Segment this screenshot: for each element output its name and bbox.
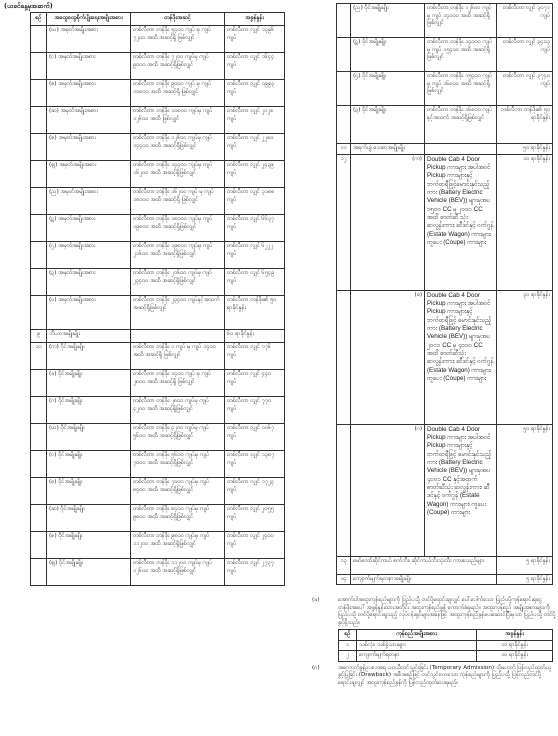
- row-type: (င) အမှတ်အမျိုးအစား: [47, 53, 131, 80]
- row-goods: သစ်လုံး၊ သစ်ခွဲသားများ: [357, 640, 477, 651]
- export-goods-table: [338, 629, 553, 662]
- row-type: (က) ဝိုင်အမျိုးမျိုး: [47, 343, 131, 370]
- table-row: [31, 532, 285, 559]
- table-row: [339, 640, 553, 651]
- left-tax-table: [30, 12, 285, 586]
- table-row: [337, 574, 553, 585]
- right-tax-table: [336, 3, 553, 585]
- notes-section: [312, 597, 556, 689]
- header-value: တန်ဖိုးအဆင့်: [131, 13, 225, 26]
- row-no: [337, 72, 351, 106]
- table-row: [337, 106, 553, 144]
- row-value: တစ်လီတာ တန်ဖိုး ၄၂၀၀ ကျပ်မှ ကျပ် ၅၆၀၀ အထိ အဆင့်ရှိဖြစ်လျှင်: [131, 424, 225, 451]
- row-value: တစ်လီတာ တန်ဖိုး ၁၄၀၀ ကျပ် မှ ကျပ် ၂၈၀၀ အထိ အဆင့်ရှိ ဖြစ်လျှင်: [131, 370, 225, 397]
- row-rate: တစ်လီတာ လျှင် ၂၄၀၀ ကျပ်: [225, 532, 285, 559]
- row-rate: တစ်လီတာ လျှင် ၆၆၃၇ ကျပ်: [225, 215, 285, 242]
- row-value: တစ်လီတာ တန်ဖိုး ၁၂၆၀၀ ကျပ်မှ ကျပ် ၁၄၄၀၀ အထိ အဆင့်ရှိဖြစ်လျှင်: [131, 134, 225, 161]
- row-type: (ဂ) ဝိုင်အမျိုးမျိုး: [47, 397, 131, 424]
- row-type: (ည) အမှတ်အမျိုးအစား: [47, 188, 131, 215]
- row-value: တစ်လီတာ တန်ဖိုး ၉၀၀၀ ကျပ် မှ ကျပ် ၁၀၈၀၀ အထိ အဆင့်ရှိ ဖြစ်လျှင်: [131, 80, 225, 107]
- row-no: [31, 188, 47, 215]
- row-type: (ဍ) အမှတ်အမျိုးအစား: [47, 269, 131, 296]
- row-rate: တစ်လီတာ လျှင် ၁၇၆ ကျပ်: [225, 343, 285, 370]
- row-value: တစ်လီတာ တန်ဖိုး ၁၆၈၀၀ ကျပ်နှင့်အထက် အဆင့်ရှိဖြစ်လျှင်: [425, 106, 497, 144]
- table-row: [31, 269, 285, 296]
- row-rate: ၁၀ ရာခိုင်နှုန်း: [477, 651, 553, 662]
- row-type: (ဃ) ဝိုင်အမျိုးမျိုး: [47, 424, 131, 451]
- row-type: (င) ဝိုင်အမျိုးမျိုး: [47, 451, 131, 478]
- row-no: [31, 107, 47, 134]
- row-value: တစ်လီတာ တန်ဖိုး ၅၄၀၀ ကျပ် မှ ကျပ် ၇၂၀၀ အထိ အဆင့်ရှိ ဖြစ်လျှင်: [131, 26, 225, 53]
- vehicle-description: Double Cab 4 Door Pickup ကားများ အပါအဝင် Pickup ကားများနှင့် ဘက်ထရီဖြင့်မောင်းနှင်သည့် ကား (Battery Electric Vehicle (BEV)) များမှအပ ၁၅၀၀ CC မှ ၂၀၀၀ CC အထိ ဓာတ်ဆီ သုံး ဆလွန်းကား၊ ဆီဒင်နှင့် ဝက်ဂွန် (Estate Wagon) ကားများ၊ ကူပေး (Coupe) ကားများ: [425, 154, 497, 290]
- row-value: တစ်လီတာ တန်ဖိုး ၁၉၈၀၀ ကျပ်မှ ကျပ် ၂၁၆၀၀ အထိ အဆင့်ရှိဖြစ်လျှင်: [131, 242, 225, 269]
- row-no: [31, 296, 47, 330]
- row-type: (ဋ) အမှတ်အမျိုးအစား: [47, 215, 131, 242]
- vehicle-description: Double Cab 4 Door Pickup ကားများ အပါအဝင် Pickup ကားများနှင့် ဘက်ထရီဖြင့် မောင်းနှင်သည့်ကား (Battery Electric Vehicle (BEV)) များမှအပ ၂၀၀၁ CC မှ ၄၀၀၀ CC အထိ ဓာတ်ဆီသုံး ဆလွန်းကား၊ ဆီဒင်နှင့် ဝက်ဂွန် (Estate Wagon) ကားများ၊ ကူပေး (Coupe) ကားများ: [425, 290, 497, 424]
- row-no: ၁၄: [337, 574, 351, 585]
- table-row: [31, 134, 285, 161]
- row-rate: တစ်လီတာ လျှင် ၂၇၃၇ ကျပ်: [225, 559, 285, 586]
- row-value: [131, 330, 225, 343]
- row-no: [31, 370, 47, 397]
- vehicle-row: [337, 424, 553, 556]
- row-type: (စ) အမှတ်အမျိုးအစား: [47, 80, 131, 107]
- row-no: ၉: [31, 330, 47, 343]
- row-type: ကျောက်မျက်ရတနာအမျိုးမျိုး: [351, 574, 497, 585]
- row-rate: တစ်လီတာ လျှင် ၁၉၉၃ ကျပ်: [225, 80, 285, 107]
- header-rate: အခွန်နှုန်း: [225, 13, 285, 26]
- row-type: အရက်ပျံ၊ သေစာအမျိုးမျိုး: [351, 144, 425, 155]
- table-row: [337, 38, 553, 72]
- row-no: [31, 397, 47, 424]
- table-row: [31, 188, 285, 215]
- vehicle-row: [337, 154, 553, 290]
- row-type: (ဈ) အမှတ်အမျိုးအစား: [47, 161, 131, 188]
- table-row: [31, 559, 285, 586]
- row-no: ၁၁: [337, 144, 351, 155]
- row-rate: တစ်လီတာ တန်ဖိုး၏ ၅၀ ရာခိုင်နှုန်း: [497, 106, 553, 144]
- row-rate: တစ်လီတာ လျှင် ၂၀၂၈ ကျပ်: [225, 107, 285, 134]
- table-row: [31, 397, 285, 424]
- row-value: တစ်လီတာ တန်ဖိုး ၁၈၀၀၀ ကျပ်မှ ကျပ် ၁၉၈၀၀ အထိ အဆင့်ရှိဖြစ်လျှင်: [131, 215, 225, 242]
- row-no: [31, 424, 47, 451]
- row-type: (စ) ဝိုင်အမျိုးမျိုး: [47, 478, 131, 505]
- row-rate: တစ်လီတာ လျှင် ၂၄၃၉ ကျပ်: [225, 161, 285, 188]
- row-type: မော်တော်ဆိုင်ကယ် စက်ဘီး၊ ဆိုင်ကယ်ဘီးသုံးဘီး ကားစသည်များ: [351, 556, 497, 574]
- row-rate: ၃၀ ရာခိုင်နှုန်း: [497, 290, 553, 424]
- row-rate: ၅၀ ရာခိုင်နှုန်း: [497, 424, 553, 556]
- row-no: [31, 451, 47, 478]
- row-rate: ၅ ရာခိုင်နှုန်း: [497, 556, 553, 574]
- row-value: တစ်လီတာ တန်ဖိုး ၁၄၀၀၀ ကျပ်မှ ကျပ် ၁၅၄၀၀ အထိ အဆင့်ရှိဖြစ်လျှင်: [425, 38, 497, 72]
- row-rate: ၅၀ ရာခိုင်နှုန်း: [497, 144, 553, 155]
- row-type: (ခ) ဝိုင်အမျိုးမျိုး: [47, 370, 131, 397]
- table-row: [337, 4, 553, 38]
- row-no: ၁: [339, 640, 357, 651]
- row-value: တစ်လီတာ တန်ဖိုး ၉၈၀၀ ကျပ်မှ ကျပ် ၁၁၂၀၀ အထိ အဆင့်ရှိဖြစ်လျှင်: [131, 532, 225, 559]
- row-no: ၁၃: [337, 556, 351, 574]
- row-no: [31, 26, 47, 53]
- table-row: [31, 343, 285, 370]
- row-type: (ဌ) ဝိုင်အမျိုးမျိုး: [351, 72, 425, 106]
- row-rate: ၆၀ ရာခိုင်နှုန်း: [225, 330, 285, 343]
- row-value: တစ်လီတာ တန်ဖိုး ၁၅၄၀၀ ကျပ်မှ ကျပ် ၁၆၈၀၀ အထိ အဆင့်ရှိဖြစ်လျှင်: [425, 72, 497, 106]
- table-row: [31, 215, 285, 242]
- row-value: တစ်လီတာ တန်ဖိုး ၂၃၄၀၀ ကျပ်နှင့်အထက် အဆင့်ရှိဖြစ်လျှင်: [131, 296, 225, 330]
- table-row: [31, 296, 285, 330]
- row-value: တစ်လီတာ တန်ဖိုး ၁ ကျပ် မှ ကျပ် ၁၄၀၀ အထိ အဆင့်ရှိ ဖြစ်လျှင်: [131, 343, 225, 370]
- row-no: ၁၂: [337, 154, 351, 290]
- note-export: [312, 597, 556, 627]
- row-rate: တစ်လီတာ လျှင် ၂၀၅၅ ကျပ်: [225, 505, 285, 532]
- row-rate: တစ်လီတာ လျှင် ၁၇၂၃ ကျပ်: [225, 478, 285, 505]
- row-type: (ဆ) ဝိုင်အမျိုးမျိုး: [47, 505, 131, 532]
- row-no: [31, 242, 47, 269]
- row-no: ၂: [339, 651, 357, 662]
- row-value: တစ်လီတာ တန်ဖိုး ၂၈၀၀ ကျပ်မှ ကျပ် ၄၂၀၀ အထိ အဆင့်ရှိဖြစ်လျှင်: [131, 397, 225, 424]
- table-row: [31, 242, 285, 269]
- note-text: အကောက်ခွန်ဥပဒေအရ ယာယီတင်သွင်းခြင်း (Temporary Admission) သို့မဟုတ် ပြန်လည်ထုတ်ယူခွင့်ပြုခြင်း (Drawback) အစီအစဉ်ဖြင့် တင်သွင်းလာသော ကုန်စည်များကို ပြည်ပသို့ ပြန်လည်တင်ပို့ရောင်းချလျှင် အထူးကုန်စည်ခွန်ကို ပြန်လည်ထုတ်ပေးရမည်။: [338, 664, 552, 686]
- row-rate: တစ်လီတာ လျှင် ၆၂၂၂ ကျပ်: [225, 242, 285, 269]
- row-rate: တစ်လီတာ လျှင် ၄၄၀ ကျပ်: [225, 370, 285, 397]
- row-no: [31, 161, 47, 188]
- row-type: (ဇ) ဝိုင်အမျိုးမျိုး: [47, 532, 131, 559]
- row-value: တစ်လီတာ တန်ဖိုး ၂၁၆၀၀ ကျပ်မှ ကျပ် ၂၃၄၀၀ အထိ အဆင့်ရှိဖြစ်လျှင်: [131, 269, 225, 296]
- row-type: (ဆ) အမှတ်အမျိုးအစား: [47, 107, 131, 134]
- row-rate: တစ်လီတာ လျှင် ၃၁၈၈ ကျပ်: [225, 188, 285, 215]
- row-no: [31, 532, 47, 559]
- row-rate: တစ်လီတာ လျှင် ၂၂၈၀ ကျပ်: [225, 134, 285, 161]
- table-row: [337, 556, 553, 574]
- row-type: (ဃ) အမှတ်အမျိုးအစား: [47, 26, 131, 53]
- note-label: (ခ): [312, 597, 320, 603]
- table-row: [31, 505, 285, 532]
- table-header-row: [31, 13, 285, 26]
- row-value: [425, 144, 497, 155]
- vehicle-description: Double Cab 4 Door Pickup ကားများ အပါအဝင် Pickup ကားများနှင့် ဘက်ထရီဖြင့် မောင်းနှင်သည့်ကား (Battery Electric Vehicle (BEV)) များမှအပ ၄၀၀၁ CC နှင့်အထက် ဓာတ်ဆီသုံး ဆလွန်းကား၊ ဆီဒင်နှင့် ဝက်ဂွန် (Estate Wagon) ကားများ၊ ကူပေး (Coupe) ကားများ: [425, 424, 497, 556]
- row-type: ဘီယာအမျိုးမျိုး: [47, 330, 131, 343]
- vehicle-label: (က): [351, 154, 425, 290]
- header-no: စဉ်: [339, 630, 357, 641]
- row-no: [337, 106, 351, 144]
- vehicle-row: [337, 290, 553, 424]
- row-rate: တစ်လီတာ လျှင် ၃၀၇၁ ကျပ်: [497, 4, 553, 38]
- row-rate: တစ်လီတာ တန်ဖိုး၏ ၅၀ ရာခိုင်နှုန်း: [225, 296, 285, 330]
- row-rate: တစ်လီတာ လျှင် ၃၄၀၃ ကျပ်: [497, 38, 553, 72]
- table-row: [31, 370, 285, 397]
- header-goods: ကုန်စည်အမျိုးအစား: [357, 630, 477, 641]
- row-type: (ဋ) ဝိုင်အမျိုးမျိုး: [351, 38, 425, 72]
- left-table-body: [31, 26, 285, 586]
- row-rate: ၁၀ ရာခိုင်နှုန်း: [477, 640, 553, 651]
- table-row: [31, 451, 285, 478]
- row-value: တစ်လီတာ တန်ဖိုး ၁၀၈၀၀ ကျပ်မှ ကျပ် ၁၂၆၀၀ အထိ ဖြစ်လျှင်: [131, 107, 225, 134]
- row-value: တစ်လီတာ တန်ဖိုး ၇၀၀၀ ကျပ်မှ ကျပ် ၈၄၀၀ အထိ အဆင့်ရှိဖြစ်လျှင်: [131, 478, 225, 505]
- table-row: [31, 330, 285, 343]
- row-rate: တစ်လီတာ လျှင် ၁၃၈၇ ကျပ်: [225, 451, 285, 478]
- row-no: [31, 215, 47, 242]
- note-temporary-admission: [312, 665, 556, 688]
- row-no: [31, 80, 47, 107]
- row-rate: တစ်လီတာ လျှင် ၃၇၄၀ ကျပ်: [497, 72, 553, 106]
- row-value: တစ်လီတာ တန်ဖိုး ၁၆၂၀၀ ကျပ် မှ ကျပ် ၁၈၀၀၀ အထိ အဆင့်ရှိ ဖြစ်လျှင်: [131, 188, 225, 215]
- table-row: [31, 80, 285, 107]
- row-no: ၁၀: [31, 343, 47, 370]
- row-no: [31, 478, 47, 505]
- table-row: [31, 161, 285, 188]
- table-row: [337, 144, 553, 155]
- row-no: [31, 269, 47, 296]
- table-header-row: [339, 630, 553, 641]
- row-no: [337, 424, 351, 556]
- row-no: [31, 505, 47, 532]
- row-value: တစ်လီတာ တန်ဖိုး ၈၄၀၀ ကျပ်မှ ကျပ် ၉၈၀၀ အထိ အဆင့်ရှိဖြစ်လျှင်: [131, 505, 225, 532]
- row-type: (ဍ) ဝိုင်အမျိုးမျိုး: [351, 106, 425, 144]
- row-rate: ၅ ရာခိုင်နှုန်း: [497, 574, 553, 585]
- row-rate: တစ်လီတာ လျှင် ၆၅၄၉ ကျပ်: [225, 269, 285, 296]
- vehicle-label: (ခ): [351, 290, 425, 424]
- header-no: စဉ်: [31, 13, 47, 26]
- row-goods: ကျောက်မျက်ရတနာ: [357, 651, 477, 662]
- row-no: [31, 559, 47, 586]
- row-value: တစ်လီတာ တန်ဖိုး ၁၄၄၀၀ ကျပ်မှ ကျပ် ၁၆၂၀၀ အထိ အဆင့်ရှိဖြစ်လျှင်: [131, 161, 225, 188]
- row-value: တစ်လီတာ တန်ဖိုး ၁၁၂၀၀ ကျပ်မှ ကျပ် ၁၂၆၀၀ အထိ အဆင့်ရှိဖြစ်လျှင်: [131, 559, 225, 586]
- table-row: [31, 26, 285, 53]
- row-rate: တစ်လီတာ လျှင် ၁၃၉၆ ကျပ်: [225, 26, 285, 53]
- row-type: (ဎ) အမှတ်အမျိုးအစား: [47, 296, 131, 330]
- row-rate: တစ်လီတာ လျှင် ၇၇၀ ကျပ်: [225, 397, 285, 424]
- row-value: တစ်လီတာ တန်ဖိုး ၇၂၀၀ ကျပ်မှ ကျပ် ၉၀၀၀ အထိ အဆင့်ရှိဖြစ်လျှင်: [131, 53, 225, 80]
- row-rate: တစ်လီတာ လျှင် ၁၀၆၇ ကျပ်: [225, 424, 285, 451]
- row-no: [31, 53, 47, 80]
- table-row: [339, 651, 553, 662]
- row-value: တစ်လီတာ တန်ဖိုး ၅၆၀၀ ကျပ်မှ ကျပ် ၇၀၀၀ အထိ အဆင့်ရှိဖြစ်လျှင်: [131, 451, 225, 478]
- row-no: [337, 38, 351, 72]
- vehicle-label: (ဂ): [351, 424, 425, 556]
- row-value: တစ်လီတာ တန်ဖိုး ၁၂၆၀၀ ကျပ်မှ ကျပ် ၁၄၀၀၀ အထိ အဆင့်ရှိဖြစ်လျှင်: [425, 4, 497, 38]
- row-no: [337, 4, 351, 38]
- table-row: [31, 107, 285, 134]
- row-type: (ည) ဝိုင်အမျိုးမျိုး: [351, 4, 425, 38]
- row-no: [337, 290, 351, 424]
- row-type: (ဈ) ဝိုင်အမျိုးမျိုး: [47, 559, 131, 586]
- header-type: အထွေထွေစိုက်ပျိုးရေးအမျိုးအစား: [47, 13, 131, 26]
- row-type: (ဌ) အမှတ်အမျိုးအစား: [47, 242, 131, 269]
- right-table-body: [337, 4, 553, 585]
- page-header: (ယခင်နေ့မှအဆက်): [4, 2, 53, 10]
- note-label: (ဂ): [312, 664, 320, 671]
- table-row: [31, 478, 285, 505]
- row-type: (ဇ) အမှတ်အမျိုးအစား: [47, 134, 131, 161]
- note-text: အောက်ပါအထူးကုန်စည်များကို ပြည်ပသို့ တင်ပို့ရောင်းချလျှင် ပေါ်ပေါက်သော ပြည်ပပို့ကုန်ရောင်းရငွေ တန်ဖိုးအပေါ် အခွန်နှုန်းထားအတိုင်း အထူးကုန်စည်ခွန် ကောက်ခံရမည်။ အထူးကုန်စည် အမျိုးအစားများကို ပြည်ပသို့ တင်ပို့ရောင်းချသည့် လုပ်ငန်းရှင်များအနေဖြင့် အထူးကုန်စည်ခွန်ပေးဆောင်ပြီးမှသာ ပြည်ပသို့ တင်ပို့ခွင့်ရှိသည်။: [338, 597, 556, 626]
- header-rate: အခွန်နှုန်း: [477, 630, 553, 641]
- table-row: [31, 424, 285, 451]
- table-row: [31, 53, 285, 80]
- row-rate: ၁၀ ရာခိုင်နှုန်း: [497, 154, 553, 290]
- row-rate: တစ်လီတာ လျှင် ၁၆၄၄ ကျပ်: [225, 53, 285, 80]
- row-no: [31, 134, 47, 161]
- table-row: [337, 72, 553, 106]
